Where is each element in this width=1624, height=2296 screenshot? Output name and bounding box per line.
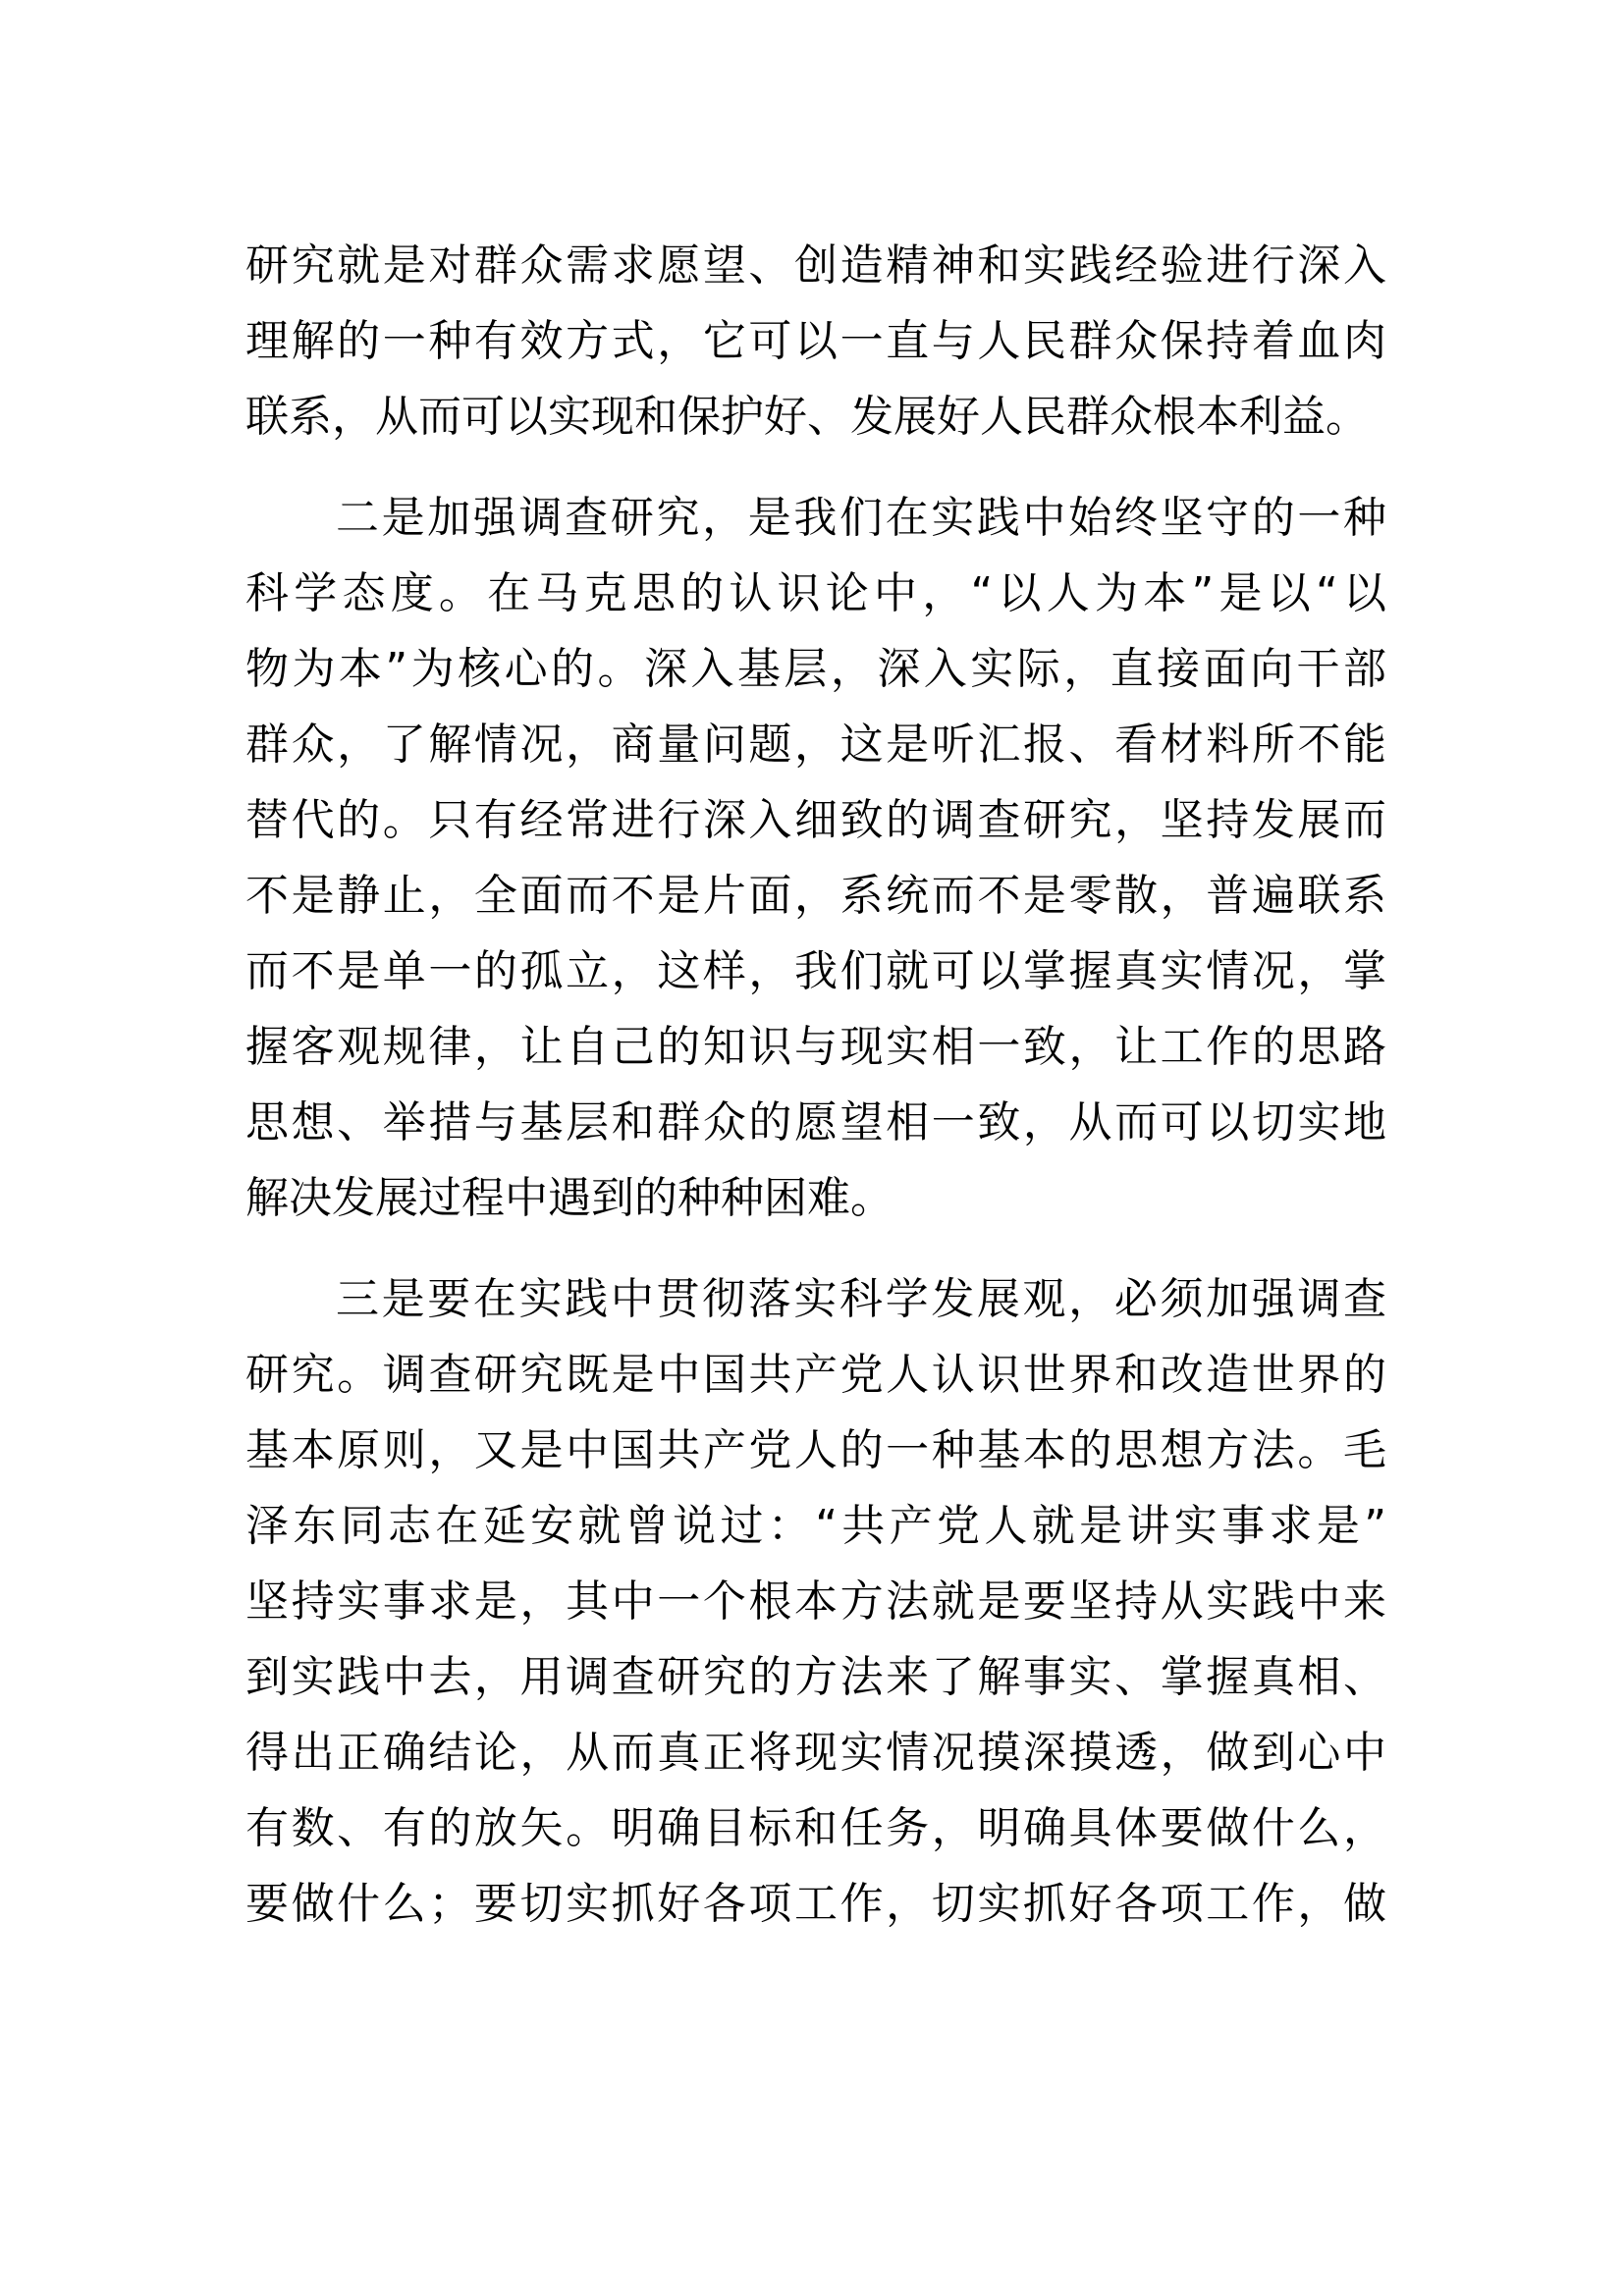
paragraph bbox=[245, 480, 1386, 1236]
text-line: 泽东同志在延安就曾说过：“共产党人就是讲实事求是” bbox=[245, 1501, 1386, 1551]
text-line: 有数、有的放矢。明确目标和任务，明确具体要做什么， bbox=[245, 1803, 1386, 1853]
text-line: 握客观规律，让自己的知识与现实相一致，让工作的思路 bbox=[245, 1022, 1386, 1072]
text-line: 三是要在实践中贯彻落实科学发展观，必须加强调查 bbox=[336, 1274, 1386, 1324]
text-line: 基本原则，又是中国共产党人的一种基本的思想方法。毛 bbox=[245, 1425, 1386, 1475]
text-line: 坚持实事求是，其中一个根本方法就是要坚持从实践中来 bbox=[245, 1576, 1386, 1627]
paragraph bbox=[245, 228, 1386, 454]
text-line: 理解的一种有效方式，它可以一直与人民群众保持着血肉 bbox=[245, 316, 1386, 366]
text-line: 不是静止，全面而不是片面，系统而不是零散，普遍联系 bbox=[245, 871, 1386, 921]
text-line: 联系，从而可以实现和保护好、发展好人民群众根本利益。 bbox=[245, 392, 1369, 442]
text-line: 研究。调查研究既是中国共产党人认识世界和改造世界的 bbox=[245, 1350, 1386, 1400]
text-line: 研究就是对群众需求愿望、创造精神和实践经验进行深入 bbox=[245, 240, 1386, 291]
text-line: 到实践中去，用调查研究的方法来了解事实、掌握真相、 bbox=[245, 1652, 1386, 1702]
text-line: 群众，了解情况，商量问题，这是听汇报、看材料所不能 bbox=[245, 720, 1386, 770]
text-line: 思想、举措与基层和群众的愿望相一致，从而可以切实地 bbox=[245, 1097, 1386, 1148]
text-line: 得出正确结论，从而真正将现实情况摸深摸透，做到心中 bbox=[245, 1728, 1386, 1778]
text-line: 科学态度。在马克思的认识论中，“以人为本”是以“以 bbox=[245, 568, 1386, 618]
paragraph bbox=[245, 1261, 1386, 1942]
text-line: 替代的。只有经常进行深入细致的调查研究，坚持发展而 bbox=[245, 795, 1386, 845]
text-line: 要做什么；要切实抓好各项工作，切实抓好各项工作，做 bbox=[245, 1879, 1386, 1929]
text-line: 二是加强调查研究，是我们在实践中始终坚守的一种 bbox=[336, 493, 1386, 543]
document-page bbox=[245, 228, 1386, 1967]
text-line: 解决发展过程中遇到的种种困难。 bbox=[245, 1173, 893, 1223]
text-line: 而不是单一的孤立，这样，我们就可以掌握真实情况，掌 bbox=[245, 946, 1386, 996]
text-line: 物为本”为核心的。深入基层，深入实际，直接面向干部 bbox=[245, 644, 1386, 694]
